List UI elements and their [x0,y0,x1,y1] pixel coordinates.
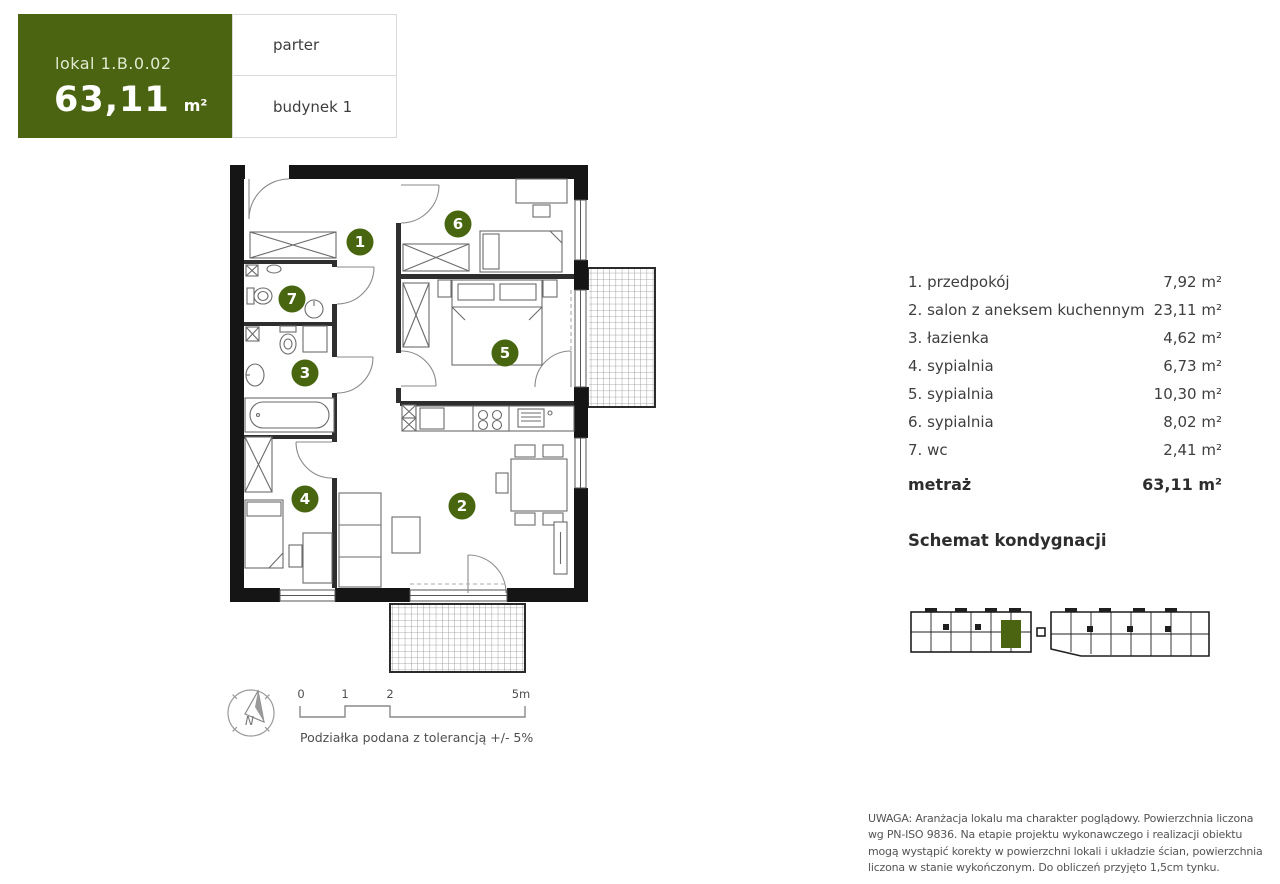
room-area: 8,02 m² [1163,413,1222,431]
room-list-item [908,324,1222,352]
room-list [908,268,1222,499]
room-label: 3. łazienka [908,329,989,347]
scale-tick-1: 1 [341,687,349,701]
furniture [245,179,574,587]
room-badge-5: 5 [499,344,511,362]
terrace-bottom [390,604,525,672]
highlighted-unit [1001,620,1021,648]
room-area: 6,73 m² [1163,357,1222,375]
scale-tick-2: 2 [386,687,394,701]
room-area: 7,92 m² [1163,273,1222,291]
room-label: 7. wc [908,441,948,459]
compass [224,686,278,740]
total-area: 63,11 m² [1142,474,1222,494]
room-area: 4,62 m² [1163,329,1222,347]
scale-tolerance-note: Podziałka podana z tolerancją +/- 5% [300,730,534,745]
scale-ticks [297,687,530,701]
floor-plan-drawing [225,155,665,675]
room-area: 23,11 m² [1153,301,1222,319]
room-badge-6: 6 [452,215,464,233]
room-list-item [908,380,1222,408]
room-badge-4: 4 [299,490,311,508]
unit-header-box [18,14,232,138]
room-badge-7: 7 [286,290,298,308]
schematic-title: Schemat kondygnacji [908,531,1107,550]
balcony-right [588,268,655,407]
unit-area-unit: m² [183,96,208,115]
disclaimer-text: UWAGA: Aranżacja lokalu ma charakter poglądowy. Powierzchnia liczona wg PN-ISO 9836. Na etapie projektu wykonawczego i realizacji obiektu mogą wystąpić korekty w powierzchni lokali i układzie ścian, powierzchnia liczona w stanie wykończonym. Do obliczeń przyjęto 1,5cm tynku. [868,812,1263,875]
room-label: 6. sypialnia [908,413,994,431]
room-badge-1: 1 [354,233,366,251]
room-area: 10,30 m² [1153,385,1222,403]
scale-tick-0: 0 [297,687,305,701]
room-area: 2,41 m² [1163,441,1222,459]
room-list-item [908,408,1222,436]
unit-prefix: lokal [55,54,95,73]
room-badge-3: 3 [299,364,311,382]
room-label: 1. przedpokój [908,273,1010,291]
room-list-item [908,296,1222,324]
room-label: 4. sypialnia [908,357,994,375]
floor-cell: parter [233,15,396,76]
room-label: 5. sypialnia [908,385,994,403]
building-cell: budynek 1 [273,97,353,116]
floor-schematic-drawing [903,594,1223,666]
north-label: N [245,714,254,728]
unit-area-value: 63,11 [54,80,170,120]
total-label: metraż [908,474,972,494]
total-area-row [908,469,1222,499]
room-list-item [908,352,1222,380]
scale-bar-line [300,706,525,717]
header-info-cells [232,14,397,138]
room-label: 2. salon z aneksem kuchennym [908,301,1145,319]
unit-label [55,54,172,73]
unit-area [54,80,207,120]
room-badge-2: 2 [456,497,468,515]
scale-tick-5m: 5m [511,687,531,701]
room-list-item [908,436,1222,464]
scale-bar [296,686,532,724]
unit-code: 1.B.0.02 [100,54,172,73]
room-list-item [908,268,1222,296]
